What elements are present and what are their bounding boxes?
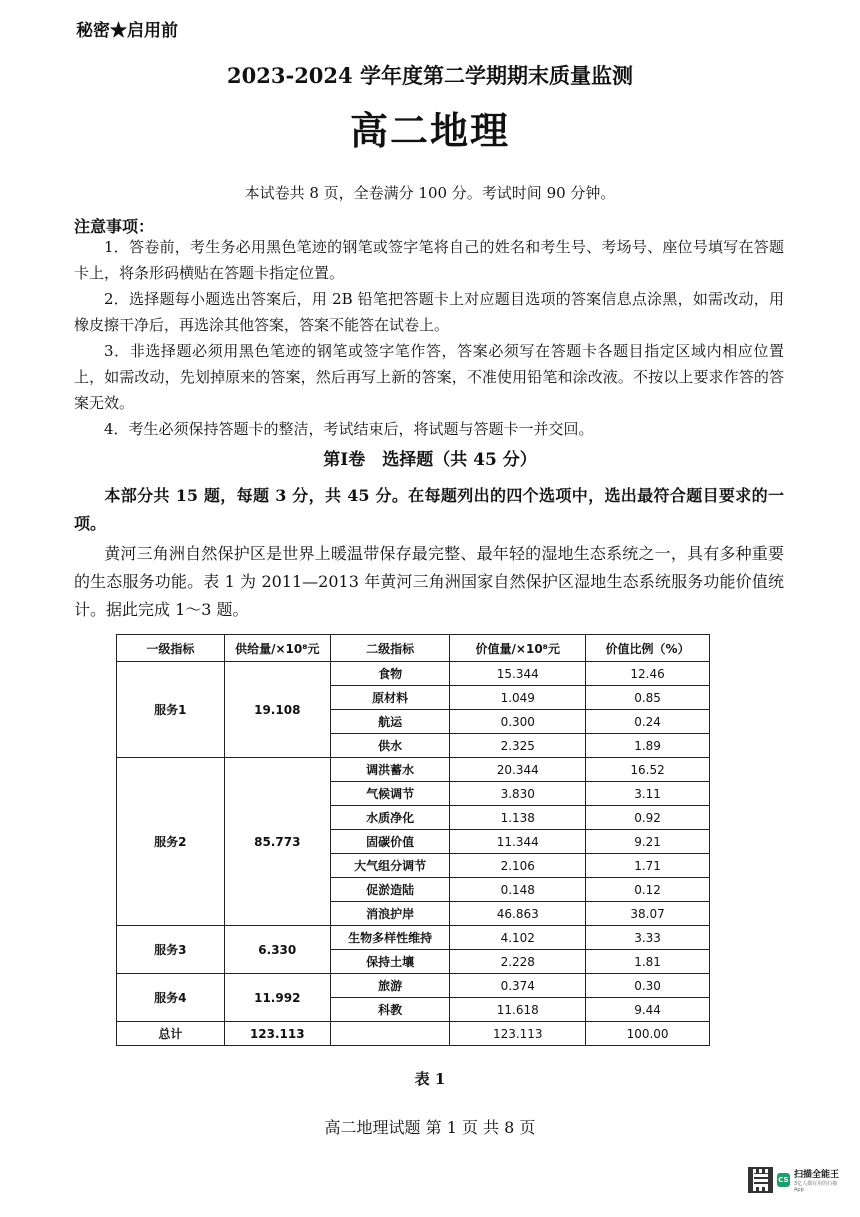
item-ratio: 1.71 bbox=[586, 854, 710, 878]
group-name: 服务2 bbox=[117, 758, 225, 926]
item-ratio: 12.46 bbox=[586, 662, 710, 686]
subject-title: 高二地理 bbox=[349, 108, 510, 153]
item-value: 2.325 bbox=[450, 734, 586, 758]
table-header-row bbox=[117, 635, 710, 662]
group-supply: 19.108 bbox=[224, 662, 330, 758]
header-value: 价值量/×10⁸元 bbox=[450, 635, 586, 662]
exam-title: 2023-2024 学年度第二学期期末质量监测 bbox=[227, 63, 633, 88]
item-ratio: 3.11 bbox=[586, 782, 710, 806]
item-value: 0.300 bbox=[450, 710, 586, 734]
group-name: 服务4 bbox=[117, 974, 225, 1022]
item-name: 水质净化 bbox=[330, 806, 449, 830]
item-value: 1.049 bbox=[450, 686, 586, 710]
notice-item-3: 3．非选择题必须用黑色笔迹的钢笔或签字笔作答，答案必须写在答题卡各题目指定区域内相应位置上，如需改动，先划掉原来的答案，然后再写上新的答案，不准使用铅笔和涂改液。不按以上要求作答的答案无效。 bbox=[74, 342, 784, 412]
table-total-row bbox=[117, 1022, 710, 1046]
item-ratio: 0.24 bbox=[586, 710, 710, 734]
total-empty bbox=[330, 1022, 449, 1046]
item-name: 促淤造陆 bbox=[330, 878, 449, 902]
item-ratio: 0.92 bbox=[586, 806, 710, 830]
group-supply: 11.992 bbox=[224, 974, 330, 1022]
scanner-watermark bbox=[748, 1162, 844, 1198]
qr-code-icon bbox=[748, 1167, 773, 1193]
exam-info: 本试卷共 8 页，全卷满分 100 分。考试时间 90 分钟。 bbox=[244, 184, 616, 202]
item-name: 科教 bbox=[330, 998, 449, 1022]
item-ratio: 0.12 bbox=[586, 878, 710, 902]
item-value: 20.344 bbox=[450, 758, 586, 782]
total-ratio: 100.00 bbox=[586, 1022, 710, 1046]
item-name: 固碳价值 bbox=[330, 830, 449, 854]
item-name: 消浪护岸 bbox=[330, 902, 449, 926]
scanner-name: 扫描全能王 bbox=[794, 1170, 840, 1180]
notice-item-2: 2．选择题每小题选出答案后，用 2B 铅笔把答题卡上对应题目选项的答案信息点涂黑，如需改动，用橡皮擦干净后，再选涂其他答案，答案不能答在试卷上。 bbox=[74, 290, 784, 334]
item-name: 大气组分调节 bbox=[330, 854, 449, 878]
item-value: 15.344 bbox=[450, 662, 586, 686]
header-supply: 供给量/×10⁸元 bbox=[224, 635, 330, 662]
item-ratio: 0.30 bbox=[586, 974, 710, 998]
passage-text: 黄河三角洲自然保护区是世界上暖温带保存最完整、最年轻的湿地生态系统之一，具有多种重要的生态服务功能。表 1 为 2011—2013 年黄河三角洲国家自然保护区湿地生态系统服务功能价值统计。据此完成 1～3 题。 bbox=[74, 544, 784, 619]
header-level2: 二级指标 bbox=[330, 635, 449, 662]
group-name: 服务3 bbox=[117, 926, 225, 974]
item-value: 3.830 bbox=[450, 782, 586, 806]
scanner-sub: 3亿人都在用的扫描App bbox=[794, 1181, 838, 1193]
item-ratio: 38.07 bbox=[586, 902, 710, 926]
cs-logo-icon: CS bbox=[777, 1173, 790, 1187]
scanner-text bbox=[794, 1167, 844, 1193]
page-footer: 高二地理试题 第 1 页 共 8 页 bbox=[324, 1118, 536, 1137]
section-intro: 本部分共 15 题，每题 3 分，共 45 分。在每题列出的四个选项中，选出最符合题目要求的一项。 bbox=[74, 486, 784, 533]
section-title: 第Ⅰ卷 选择题（共 45 分） bbox=[323, 450, 537, 470]
item-ratio: 3.33 bbox=[586, 926, 710, 950]
total-value: 123.113 bbox=[450, 1022, 586, 1046]
table-row bbox=[117, 758, 710, 782]
item-value: 4.102 bbox=[450, 926, 586, 950]
item-name: 生物多样性维持 bbox=[330, 926, 449, 950]
item-value: 0.148 bbox=[450, 878, 586, 902]
item-ratio: 1.89 bbox=[586, 734, 710, 758]
item-name: 气候调节 bbox=[330, 782, 449, 806]
notice-item-4: 4．考生必须保持答题卡的整洁，考试结束后，将试题与答题卡一并交回。 bbox=[104, 420, 594, 438]
header-ratio: 价值比例（%） bbox=[586, 635, 710, 662]
item-name: 旅游 bbox=[330, 974, 449, 998]
item-name: 原材料 bbox=[330, 686, 449, 710]
item-value: 2.106 bbox=[450, 854, 586, 878]
item-name: 供水 bbox=[330, 734, 449, 758]
item-value: 46.863 bbox=[450, 902, 586, 926]
ecosystem-value-table bbox=[116, 634, 710, 1046]
item-ratio: 9.44 bbox=[586, 998, 710, 1022]
group-supply: 6.330 bbox=[224, 926, 330, 974]
item-ratio: 9.21 bbox=[586, 830, 710, 854]
table-row bbox=[117, 974, 710, 998]
item-value: 11.618 bbox=[450, 998, 586, 1022]
group-name: 服务1 bbox=[117, 662, 225, 758]
item-value: 11.344 bbox=[450, 830, 586, 854]
table-row bbox=[117, 926, 710, 950]
notice-item-1: 1．答卷前，考生务必用黑色笔迹的钢笔或签字笔将自己的姓名和考生号、考场号、座位号填写在答题卡上，将条形码横贴在答题卡指定位置。 bbox=[74, 238, 784, 282]
item-name: 保持土壤 bbox=[330, 950, 449, 974]
item-ratio: 1.81 bbox=[586, 950, 710, 974]
item-ratio: 16.52 bbox=[586, 758, 710, 782]
header-level1: 一级指标 bbox=[117, 635, 225, 662]
item-name: 调洪蓄水 bbox=[330, 758, 449, 782]
secret-label: 秘密★启用前 bbox=[76, 21, 178, 41]
group-supply: 85.773 bbox=[224, 758, 330, 926]
total-label: 总计 bbox=[117, 1022, 225, 1046]
item-name: 食物 bbox=[330, 662, 449, 686]
notice-heading: 注意事项： bbox=[74, 217, 155, 236]
item-name: 航运 bbox=[330, 710, 449, 734]
table-row bbox=[117, 662, 710, 686]
item-value: 1.138 bbox=[450, 806, 586, 830]
total-supply: 123.113 bbox=[224, 1022, 330, 1046]
item-ratio: 0.85 bbox=[586, 686, 710, 710]
item-value: 0.374 bbox=[450, 974, 586, 998]
table-caption: 表 1 bbox=[414, 1070, 446, 1088]
item-value: 2.228 bbox=[450, 950, 586, 974]
